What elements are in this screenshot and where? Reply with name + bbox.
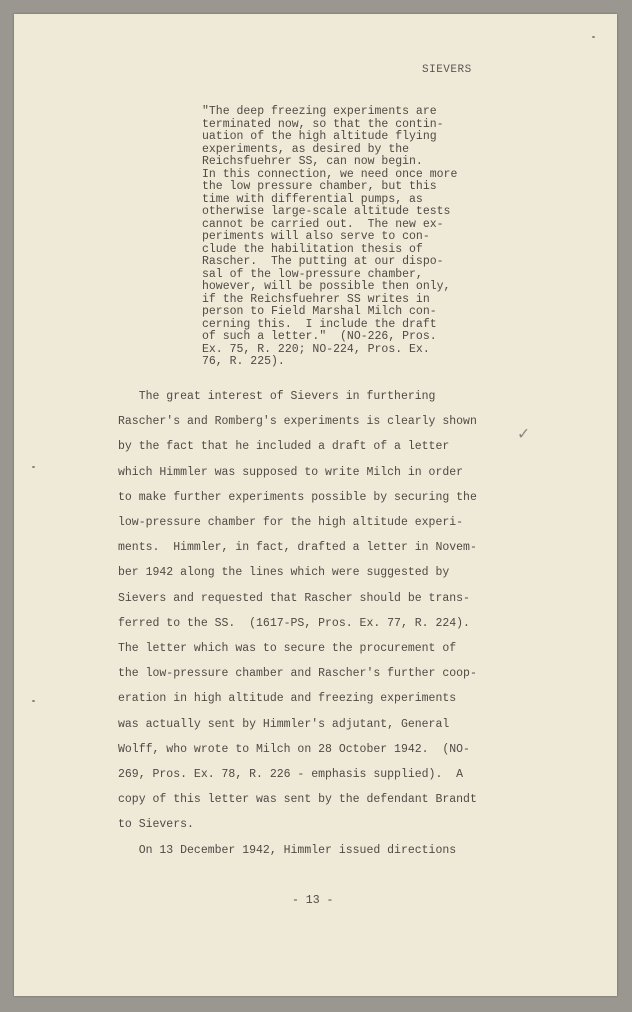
body-paragraph: The great interest of Sievers in furthering Rascher's and Romberg's experiments is clearly shown by the fact that he included a draft of a letter which Himmler was supposed to write Milch in order to make further experiments possible by securing the low-pressure chamber for the high altitude experi- ments. Himmler, in fact, drafted a letter in Novem- ber 1942 along the lines which were suggested by Sievers and requested that Rascher should be trans- ferred to the SS. (1617-PS, Pros. Ex. 77, R. 224). The letter which was to secure the procurement of the low-pressure chamber and Rascher's further coop- eration in high altitude and freezing experiments was actually sent by Himmler's adjutant, General Wolff, who wrote to Milch on 28 October 1942. (NO- 269, Pros. Ex. 78, R. 226 - emphasis supplied). A copy of this letter was sent by the defendant Brandt to Sievers. On 13 December 1942, Himmler issued directions: [118, 390, 477, 857]
page-number: - 13 -: [292, 894, 334, 907]
checkmark-annotation-icon: ✓: [518, 425, 529, 445]
running-header: SIEVERS: [422, 64, 472, 76]
margin-mark-icon: [592, 36, 595, 38]
margin-mark-icon: [32, 466, 35, 468]
block-quote: "The deep freezing experiments are terminated now, so that the contin- uation of the high altitude flying experiments, as desired by the Reichsfuehrer SS, can now begin. In this connection, we need once more the low pressure chamber, but this time with differential pumps, as otherwise large-scale altitude tests cannot be carried out. The new ex- periments will also serve to con- clude the habilitation thesis of Rascher. The putting at our dispo- sal of the low-pressure chamber, however, will be possible then only, if the Reichsfuehrer SS writes in person to Field Marshal Milch con- cerning this. I include the draft of such a letter." (NO-226, Pros. Ex. 75, R. 220; NO-224, Pros. Ex. 76, R. 225).: [202, 105, 458, 368]
document-page: [14, 14, 617, 996]
margin-mark-icon: [32, 700, 35, 702]
